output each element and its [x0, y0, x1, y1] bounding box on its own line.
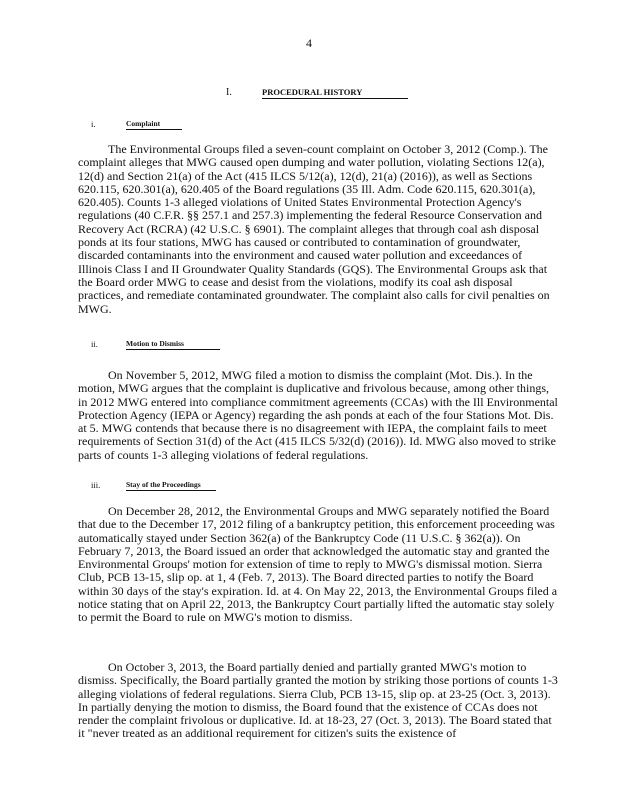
paragraph-stay-1: On December 28, 2012, the Environmental Groups and MWG separately notified the Board that due to the December 17, 2012 filing of a bankruptcy petition, this enforcement proceeding was automatically stayed under Section 362(a) of the Bankruptcy Code (11 U.S.C. § 362(a)). On February 7, 2013, the Board issued an order that acknowledged the automatic stay and granted the Environmental Groups' motion for extension of time to reply to MWG's dismissal motion. Sierra Club, PCB 13-15, slip op. at 1, 4 (Feb. 7, 2013). The Board directed parties to notify the Board within 30 days of the stay's expiration. Id. at 4. On May 22, 2013, the Environmental Groups filed a notice stating that on April 22, 2013, the Bankruptcy Court partially lifted the automatic stay solely to permit the Board to rule on MWG's motion to dismiss.	[78, 504, 558, 625]
subsection-number-3: iii.	[91, 480, 101, 490]
subsection-number-1: i.	[91, 119, 96, 129]
subsection-number-2: ii.	[91, 339, 98, 349]
section-heading: PROCEDURAL HISTORY	[262, 87, 408, 99]
paragraph-complaint: The Environmental Groups filed a seven-count complaint on October 3, 2012 (Comp.). The complaint alleges that MWG caused open dumping and water pollution, violating Sections 12(a), 12(d) and Section 21(a) of the Act (415 ILCS 5/12(a), 12(d), 21(a) (2016)), as well as Sections 620.115, 620.301(a), 620.405 of the Board regulations (35 Ill. Adm. Code 620.115, 620.301(a), 620.405). Counts 1-3 alleged violations of United States Environmental Protection Agency's regulations (40 C.F.R. §§ 257.1 and 257.3) implementing the federal Resource Conservation and Recovery Act (RCRA) (42 U.S.C. § 6901). The complaint alleges that through coal ash disposal ponds at its four stations, MWG has caused or contributed to contamination of groundwater, discarded contaminants into the environment and caused water pollution and exceedances of Illinois Class I and II Groundwater Quality Standards (GQS). The Environmental Groups ask that the Board order MWG to cease and desist from the violations, modify its coal ash disposal practices, and remediate contaminated groundwater. The complaint also calls for civil penalties on MWG.	[78, 142, 550, 316]
subsection-title-motion-to-dismiss: Motion to Dismiss	[126, 339, 220, 350]
section-number: I.	[226, 87, 232, 98]
paragraph-motion-to-dismiss: On November 5, 2012, MWG filed a motion to dismiss the complaint (Mot. Dis.). In the motion, MWG argues that the complaint is duplicative and frivolous because, among other things, in 2012 MWG entered into compliance commitment agreements (CCAs) with the Ill Environmental Protection Agency (IEPA or Agency) regarding the ash ponds at each of the four Stations Mot. Dis. at 5. MWG contends that because there is no disagreement with IEPA, the complaint fails to meet requirements of Section 31(d) of the Act (415 ILCS 5/32(d) (2016)). Id. MWG also moved to strike parts of counts 1-3 alleging violations of federal regulations.	[78, 368, 558, 462]
paragraph-stay-2: On October 3, 2013, the Board partially denied and partially granted MWG's motion to dismiss. Specifically, the Board partially granted the motion by striking those portions of counts 1-3 alleging violations of federal regulations. Sierra Club, PCB 13-15, slip op. at 23-25 (Oct. 3, 2013). In partially denying the motion to dismiss, the Board found that the existence of CCAs does not render the complaint frivolous or duplicative. Id. at 18-23, 27 (Oct. 3, 2013). The Board stated that it "never treated as an additional requirement for citizen's suits the existence of	[78, 660, 558, 741]
subsection-title-complaint: Complaint	[126, 119, 182, 130]
subsection-title-stay: Stay of the Proceedings	[126, 480, 216, 491]
page-number: 4	[306, 36, 312, 50]
